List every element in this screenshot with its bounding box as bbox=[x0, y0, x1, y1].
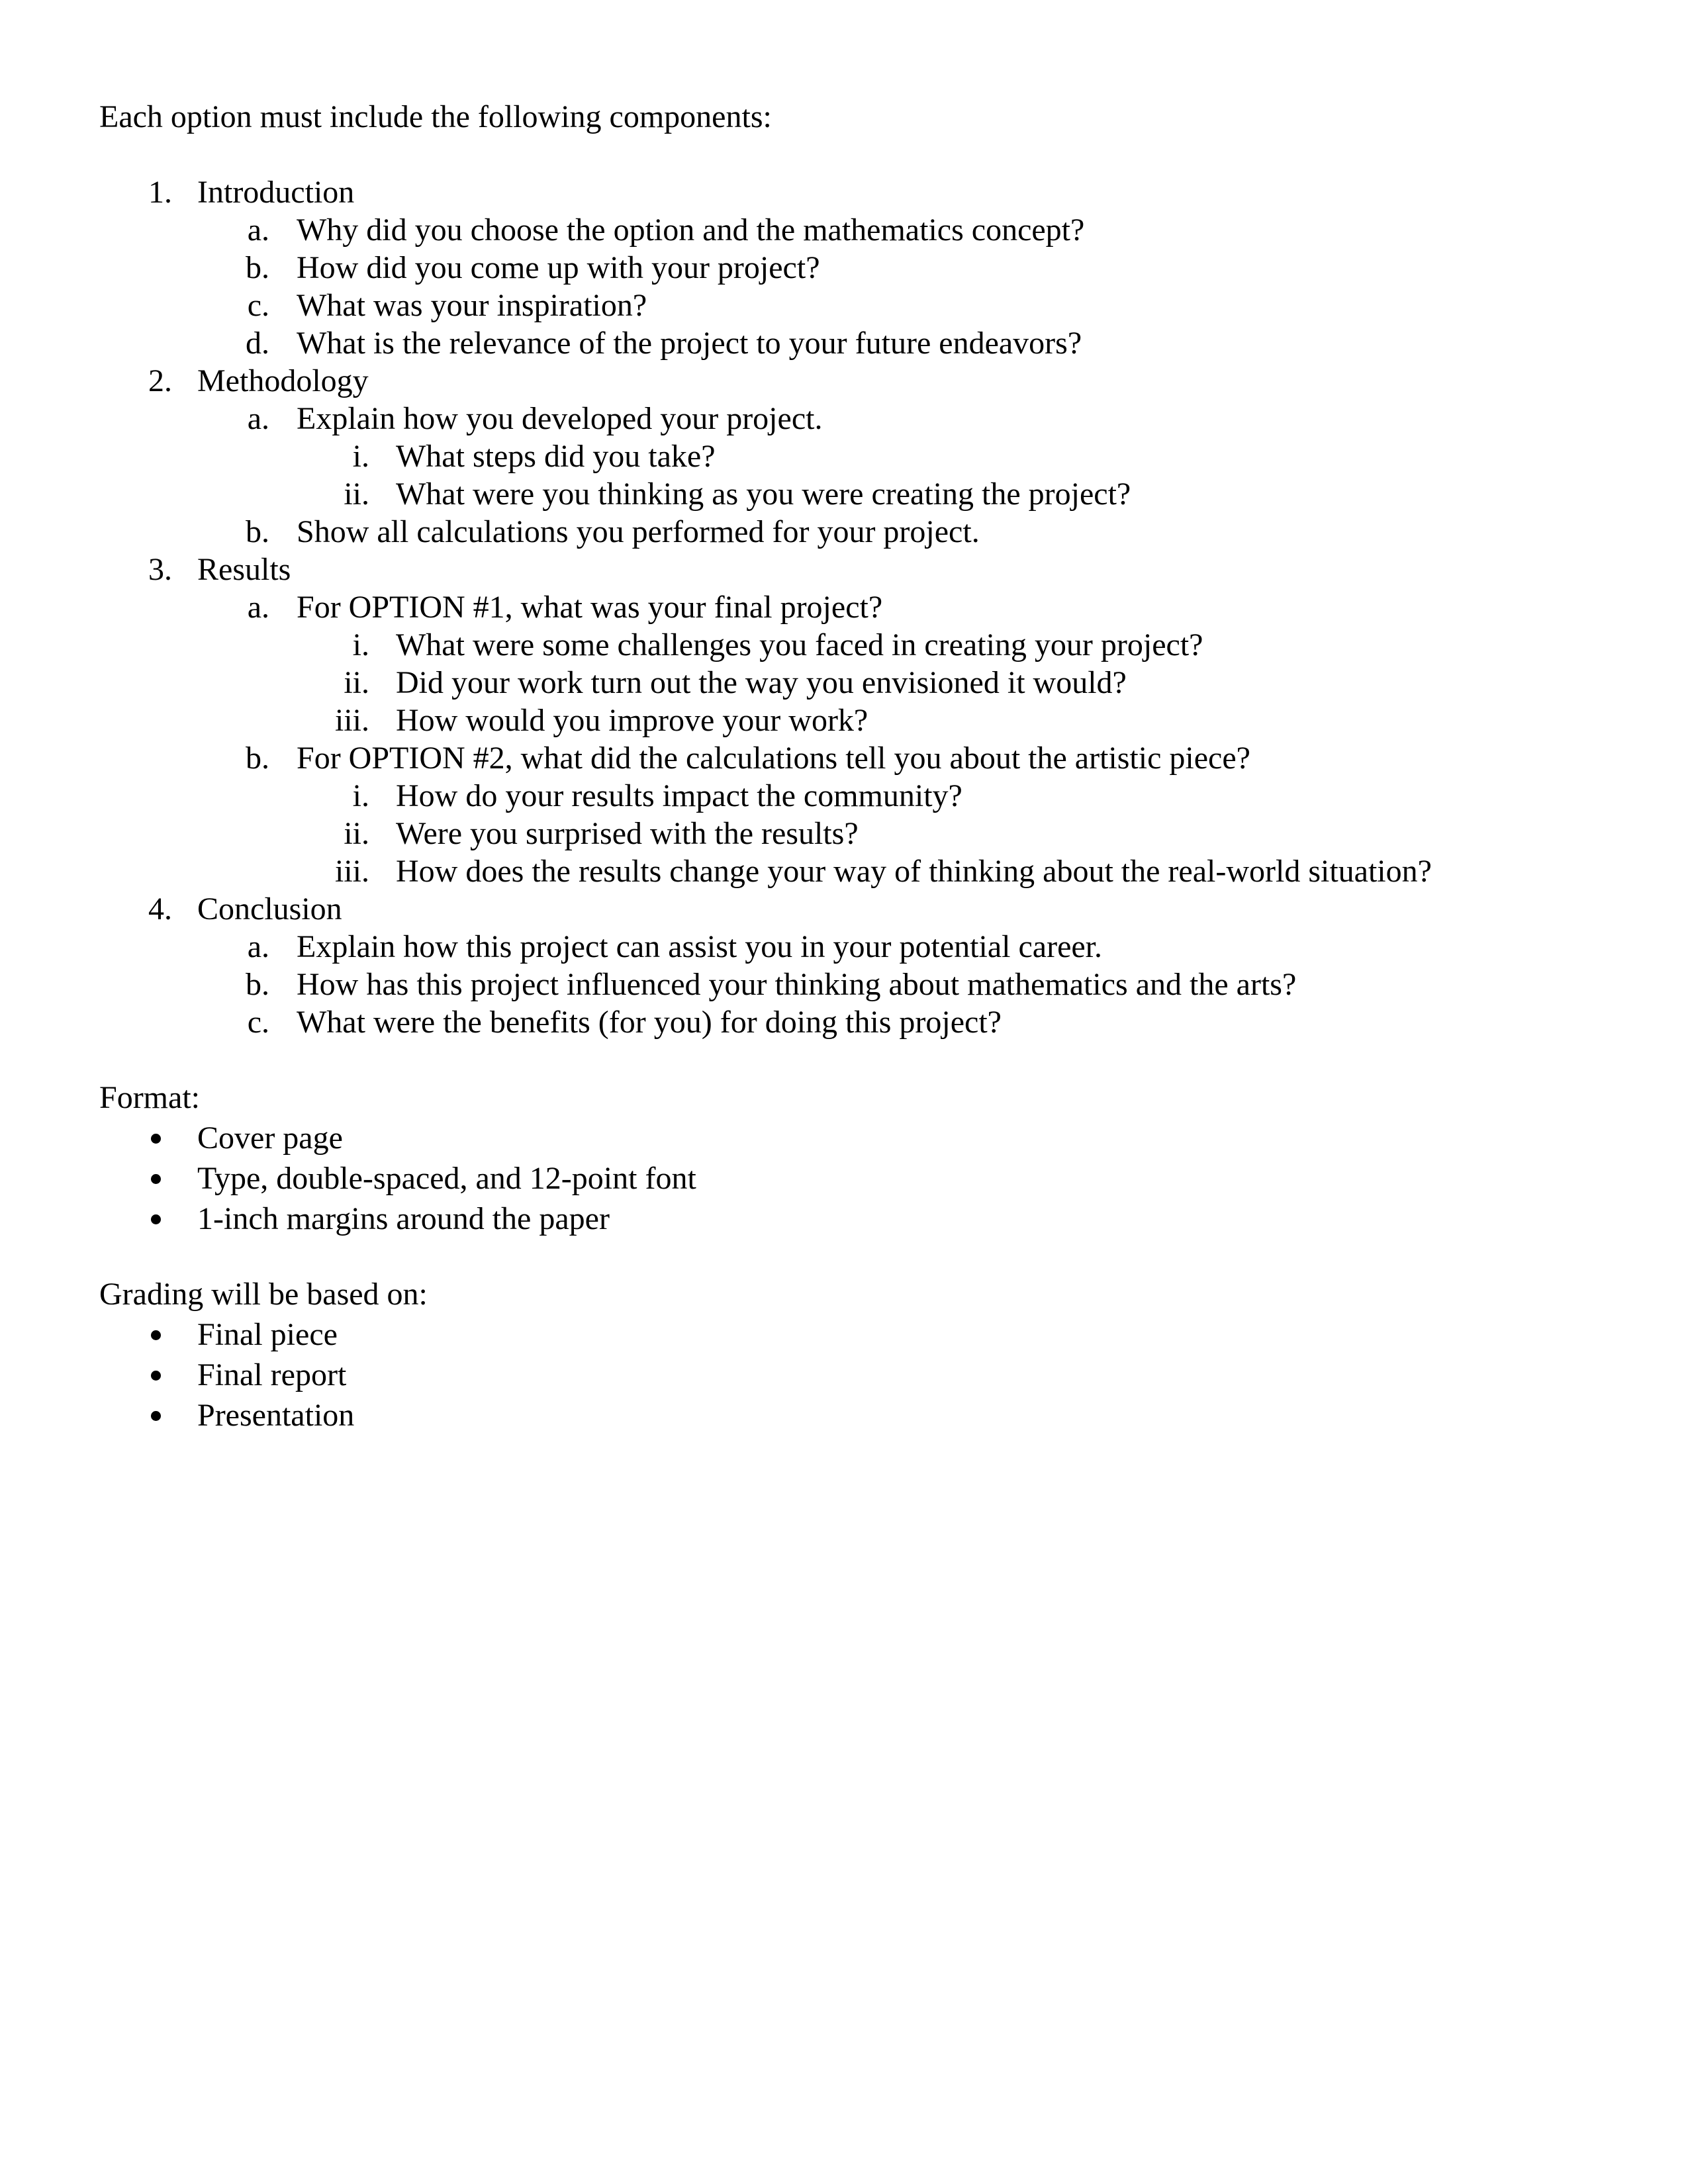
component-title: Introduction bbox=[197, 175, 355, 210]
bullet-icon bbox=[151, 1371, 161, 1381]
bullet-icon bbox=[151, 1174, 161, 1184]
document-page: Each option must include the following components: 1. Introduction a. Why did you choose the option and the mathematics concept? b. How did you come up with your project? c. What was your inspiration? d. What is the relevance of the project to your future endeavors? 2. Methodology a. Explain how you developed your project. i. What steps did you take? ii. What were you thinking as you were creating the project? b. Show all calculations you performed for your project. 3. Results a. For OPTION #1, what was your final project? i. What were some challenges you faced in creating your project? ii. Did your work turn out the way you envisioned it would? iii. How would you improve your work? b. For OPTION #2, what did the calculations tell you about the artistic piece? i. How do your results impact the community? ii. Were you surprised with the results? iii. How does the results change your way of thinking about the real-world situation? 4. Conclusion a. Explain how this project can assist you in your potential career. b. How has this project influenced your thinking about mathematics and the arts? c. What were the benefits (for you) for doing this project? Format: Cover page Type, double-spaced, and 12-point font 1-inch margins around the paper Grading will be based on: Final piece Final report Presentation bbox=[99, 99, 1432, 1433]
list-marker: 4. bbox=[148, 891, 172, 927]
list-marker: 1. bbox=[148, 175, 172, 210]
component-title: Methodology bbox=[197, 363, 369, 398]
component-title: Results bbox=[197, 552, 291, 587]
bullet-icon bbox=[151, 1411, 161, 1421]
component-title: Conclusion bbox=[197, 891, 342, 927]
bullet-icon bbox=[151, 1330, 161, 1340]
list-marker: 2. bbox=[148, 363, 172, 398]
bullet-icon bbox=[151, 1134, 161, 1144]
list-marker: 3. bbox=[148, 552, 172, 587]
bullet-icon bbox=[151, 1214, 161, 1224]
